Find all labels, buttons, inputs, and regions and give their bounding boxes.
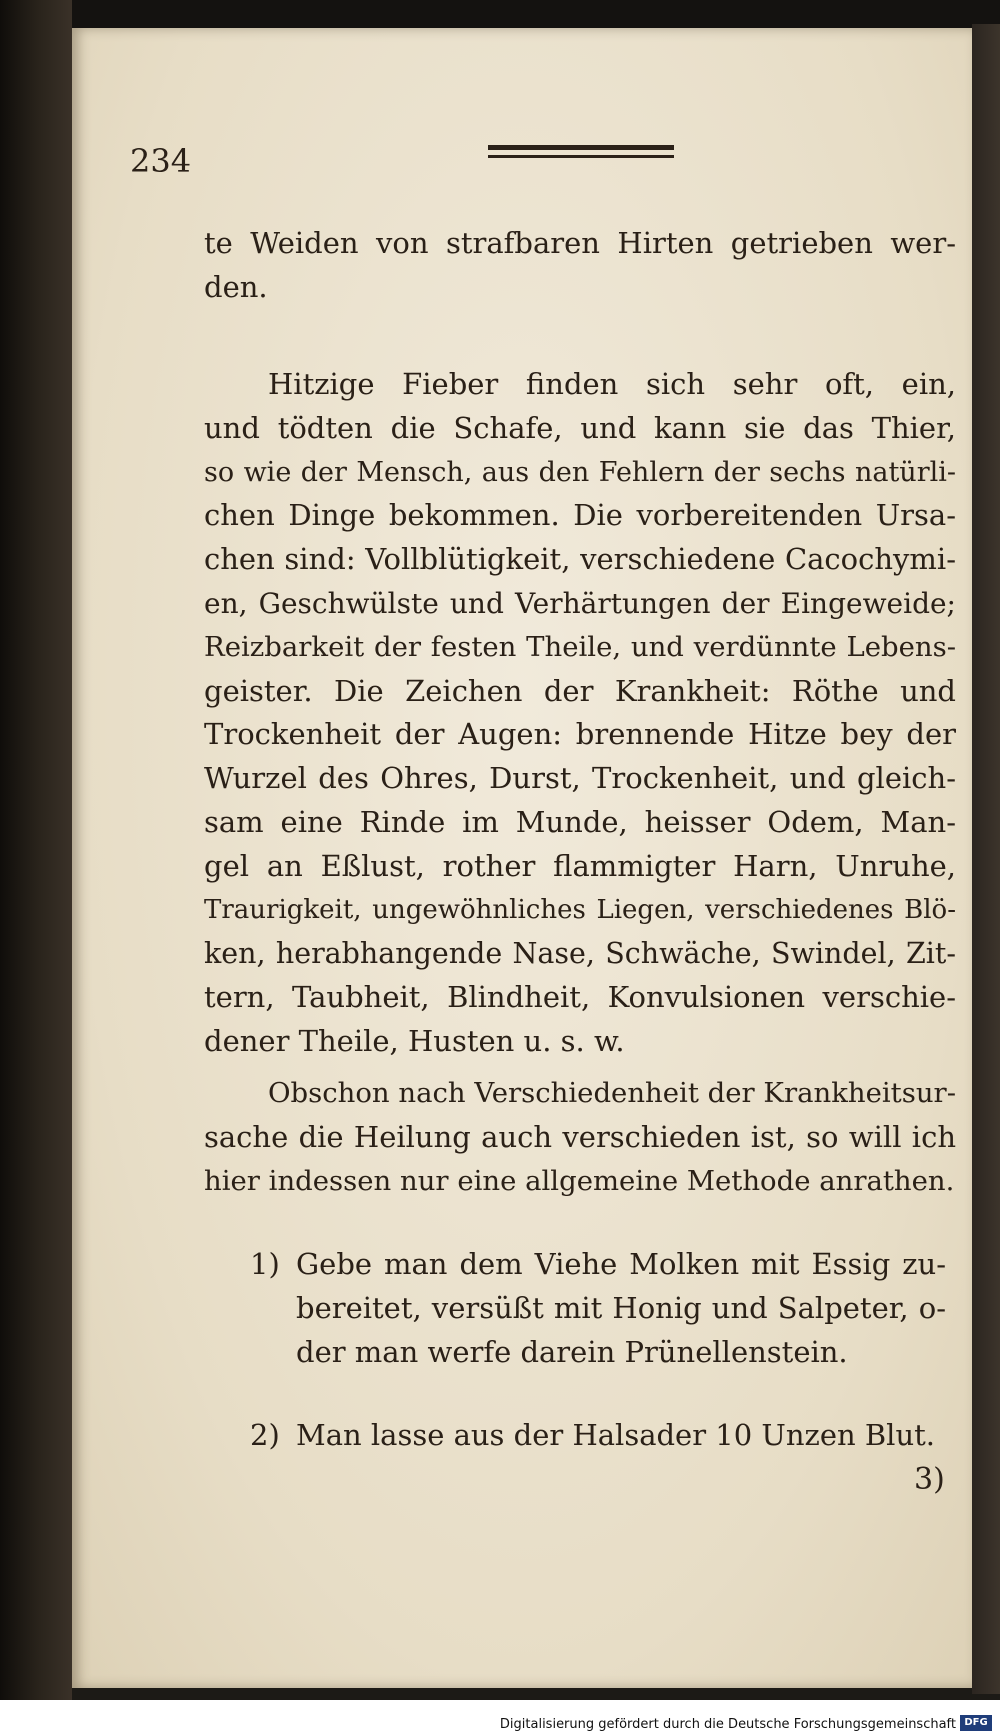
paragraph-1 xyxy=(204,222,956,310)
text-line: den. xyxy=(204,269,268,304)
item-number: 1) xyxy=(250,1247,280,1281)
digitization-credit: Digitalisierung gefördert durch die Deutsche Forschungsgemeinschaft xyxy=(499,1717,956,1732)
text-line: sache die Heilung auch verschieden ist, so will ich xyxy=(204,1119,956,1154)
item-number: 2) xyxy=(250,1418,280,1452)
text-line: Gebe man dem Viehe Molken mit Essig zu- xyxy=(296,1247,946,1281)
text-line: ken, herabhangende Nase, Schwäche, Swindel, Zit- xyxy=(204,937,956,971)
text-line: en, Geschwülste und Verhärtungen der Eingeweide; xyxy=(204,586,956,620)
catchword: 3) xyxy=(914,1462,945,1497)
text-line: geister. Die Zeichen der Krankheit: Röthe und xyxy=(204,673,956,708)
text-line: Man lasse aus der Halsader 10 Unzen Blut. xyxy=(296,1418,936,1452)
paragraph-3 xyxy=(204,1072,956,1203)
text-line: bereitet, versüßt mit Honig und Salpeter, o- xyxy=(296,1290,946,1325)
text-line: gel an Eßlust, rother flammigter Harn, Unruhe, xyxy=(204,848,956,883)
text-line: Wurzel des Ohres, Durst, Trockenheit, und gleich- xyxy=(204,761,956,796)
book-binding-left xyxy=(0,0,72,1736)
text-line: der man werfe darein Prünellenstein. xyxy=(296,1334,848,1369)
text-line: Reizbarkeit der festen Theile, und verdünnte Lebens- xyxy=(204,630,956,663)
text-line: chen sind: Vollblütigkeit, verschiedene Cacochymi- xyxy=(204,542,956,577)
text-line: sam eine Rinde im Munde, heisser Odem, Man- xyxy=(204,804,956,839)
text-line: Obschon nach Verschiedenheit der Krankheitsur- xyxy=(268,1077,956,1109)
text-line: te Weiden von strafbaren Hirten getrieben wer- xyxy=(204,226,956,260)
text-line: Trockenheit der Augen: brennende Hitze bey der xyxy=(204,717,956,752)
header-rule xyxy=(488,145,674,163)
text-line: hier indessen nur eine allgemeine Methode anrathen. xyxy=(204,1164,955,1197)
text-line: tern, Taubheit, Blindheit, Konvulsionen verschie- xyxy=(204,980,956,1015)
text-line: Hitzige Fieber finden sich sehr oft, ein, xyxy=(268,367,956,401)
page-number: 234 xyxy=(130,142,192,180)
book-binding-top xyxy=(0,0,1000,30)
paragraph-2 xyxy=(204,363,956,1064)
page-edge-right xyxy=(972,24,1000,1694)
text-line: so wie der Mensch, aus den Fehlern der sechs natürli- xyxy=(204,456,956,488)
text-line: dener Theile, Husten u. s. w. xyxy=(204,1023,625,1058)
text-line: und tödten die Schafe, und kann sie das Thier, xyxy=(204,410,956,445)
dfg-logo: DFG xyxy=(960,1715,992,1731)
text-line: Traurigkeit, ungewöhnliches Liegen, verschiedenes Blö- xyxy=(204,894,956,925)
text-line: chen Dinge bekommen. Die vorbereitenden Ursa- xyxy=(204,498,956,533)
